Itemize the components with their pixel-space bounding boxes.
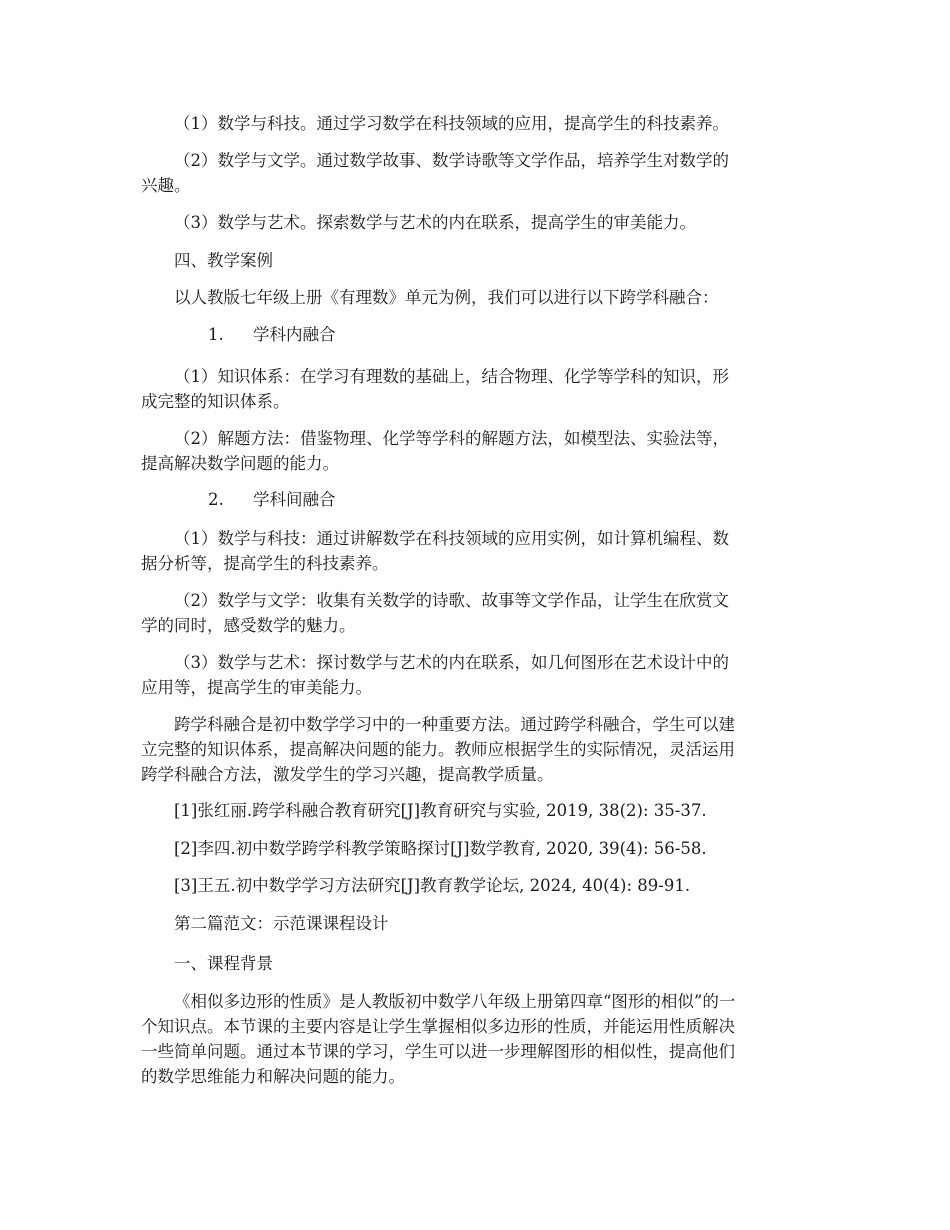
paragraph-line: 成完整的知识体系。	[141, 392, 290, 411]
paragraph-line: （1）数学与科技：通过讲解数学在科技领域的应用实例，如计算机编程、数	[174, 529, 729, 548]
paragraph-line: 据分析等，提高学生的科技素养。	[141, 554, 389, 573]
paragraph-line: （3）数学与艺术。探索数学与艺术的内在联系，提高学生的审美能力。	[174, 213, 696, 232]
paragraph-line: 跨学科融合是初中数学学习中的一种重要方法。通过跨学科融合，学生可以建	[174, 715, 735, 734]
section-heading: 第二篇范文：示范课课程设计	[174, 914, 389, 933]
paragraph-line: （1）数学与科技。通过学习数学在科技领域的应用，提高学生的科技素养。	[174, 114, 729, 133]
paragraph-line: 跨学科融合方法，激发学生的学习兴趣，提高教学质量。	[141, 765, 554, 784]
paragraph-line: （2）数学与文学。通过数学故事、数学诗歌等文学作品，培养学生对数学的	[174, 151, 729, 170]
paragraph-line: 以人教版七年级上册《有理数》单元为例，我们可以进行以下跨学科融合：	[174, 288, 719, 307]
list-number: 1.	[208, 325, 224, 344]
section-heading: 四、教学案例	[174, 251, 273, 270]
reference-item: [3]王五.初中数学学习方法研究[J]教育教学论坛, 2024, 40(4): 89-91.	[174, 876, 691, 895]
paragraph-line: 提高解决数学问题的能力。	[141, 454, 339, 473]
paragraph-line: （1）知识体系：在学习有理数的基础上，结合物理、化学等学科的知识，形	[174, 367, 729, 386]
subsection-heading: 学科间融合	[253, 490, 336, 509]
reference-item: [2]李四.初中数学跨学科教学策略探讨[J]数学教育, 2020, 39(4): 56-58.	[174, 839, 707, 858]
paragraph-line: 一些简单问题。通过本节课的学习，学生可以进一步理解图形的相似性，提高他们	[141, 1042, 735, 1061]
paragraph-line: 立完整的知识体系，提高解决问题的能力。教师应根据学生的实际情况，灵活运用	[141, 740, 735, 759]
paragraph-line: 《相似多边形的性质》是人教版初中数学八年级上册第四章“图形的相似”的一	[174, 992, 736, 1011]
paragraph-line: （3）数学与艺术：探讨数学与艺术的内在联系，如几何图形在艺术设计中的	[174, 653, 729, 672]
reference-item: [1]张红丽.跨学科融合教育研究[J]教育研究与实验, 2019, 38(2): 35-37.	[174, 801, 707, 820]
paragraph-line: （2）解题方法：借鉴物理、化学等学科的解题方法，如模型法、实验法等，	[174, 429, 729, 448]
paragraph-line: 学的同时，感受数学的魅力。	[141, 616, 356, 635]
list-number: 2.	[208, 490, 224, 509]
paragraph-line: 的数学思维能力和解决问题的能力。	[141, 1067, 405, 1086]
section-heading: 一、课程背景	[174, 954, 273, 973]
paragraph-line: 应用等，提高学生的审美能力。	[141, 678, 372, 697]
paragraph-line: 个知识点。本节课的主要内容是让学生掌握相似多边形的性质，并能运用性质解决	[141, 1017, 735, 1036]
paragraph-line: 兴趣。	[141, 176, 191, 195]
subsection-heading: 学科内融合	[253, 325, 336, 344]
paragraph-line: （2）数学与文学：收集有关数学的诗歌、故事等文学作品，让学生在欣赏文	[174, 591, 729, 610]
